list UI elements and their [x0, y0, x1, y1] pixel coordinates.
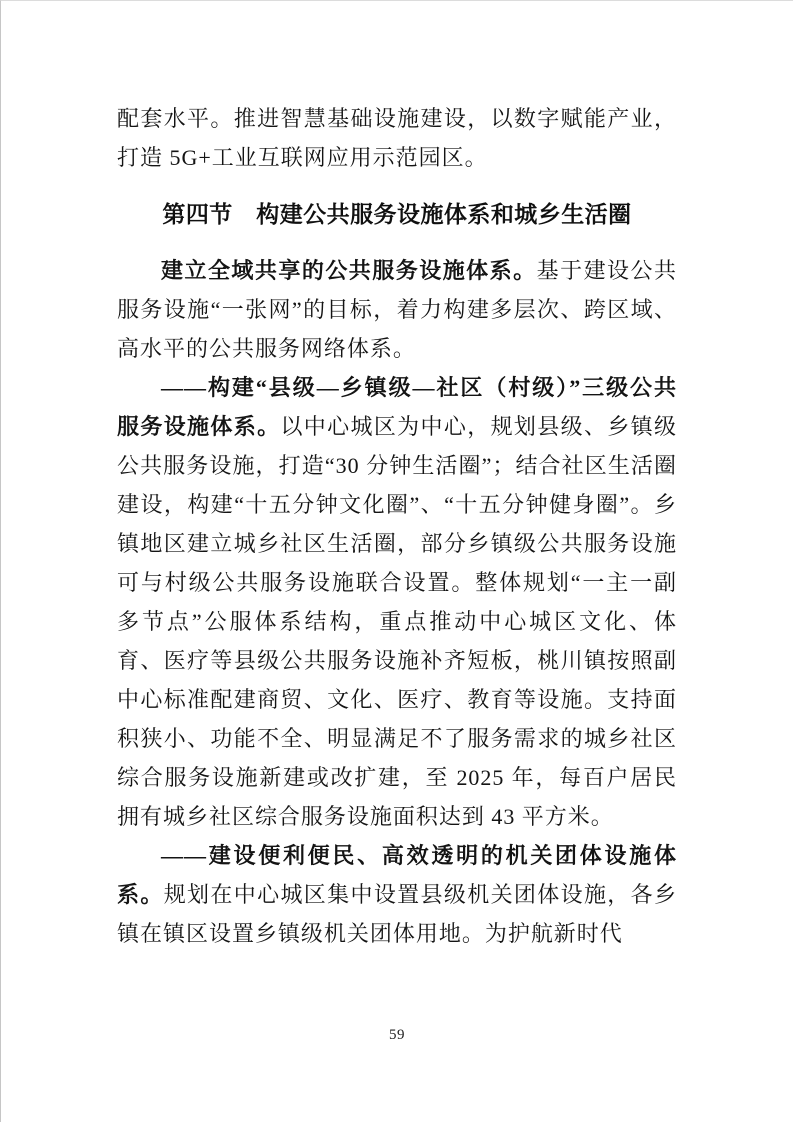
- paragraph-gov-facilities-lead: ——建设便利便民、高效透明的机关团体设施体系。: [117, 843, 677, 907]
- paragraph-public-service-lead: 建立全域共享的公共服务设施体系。: [161, 258, 537, 283]
- paragraph-gov-facilities-system: [117, 836, 677, 953]
- paragraph-three-level-system: [117, 368, 677, 836]
- paragraph-public-service-text: 基于建设公共服务设施“一张网”的目标，着力构建多层次、跨区域、高水平的公共服务网络体系。: [117, 258, 677, 361]
- paragraph-intro-continuation: 配套水平。推进智慧基础设施建设，以数字赋能产业，打造 5G+工业互联网应用示范园区。: [117, 106, 677, 170]
- paragraph-gov-facilities-text: 规划在中心城区集中设置县级机关团体设施，各乡镇在镇区设置乡镇级机关团体用地。为护航新时代: [117, 882, 677, 946]
- paragraph-three-level-lead: ——构建“县级—乡镇级—社区（村级）”三级公共服务设施体系。: [117, 375, 677, 439]
- paragraph-three-level-text: 以中心城区为中心，规划县级、乡镇级公共服务设施，打造“30 分钟生活圈”；结合社区生活圈建设，构建“十五分钟文化圈”、“十五分钟健身圈”。乡镇地区建立城乡社区生活圈，部分乡镇级公共服务设施可与村级公共服务设施联合设置。整体规划“一主一副多节点”公服体系结构，重点推动中心城区文化、体育、医疗等县级公共服务设施补齐短板，桃川镇按照副中心标准配建商贸、文化、医疗、教育等设施。支持面积狭小、功能不全、明显满足不了服务需求的城乡社区综合服务设施新建或改扩建，至 2025 年，每百户居民拥有城乡社区综合服务设施面积达到 43 平方米。: [117, 414, 677, 829]
- paragraph-public-service-system: [117, 251, 677, 368]
- page-number: 59: [389, 1027, 405, 1043]
- section-heading: 第四节 构建公共服务设施体系和城乡生活圈: [162, 201, 632, 227]
